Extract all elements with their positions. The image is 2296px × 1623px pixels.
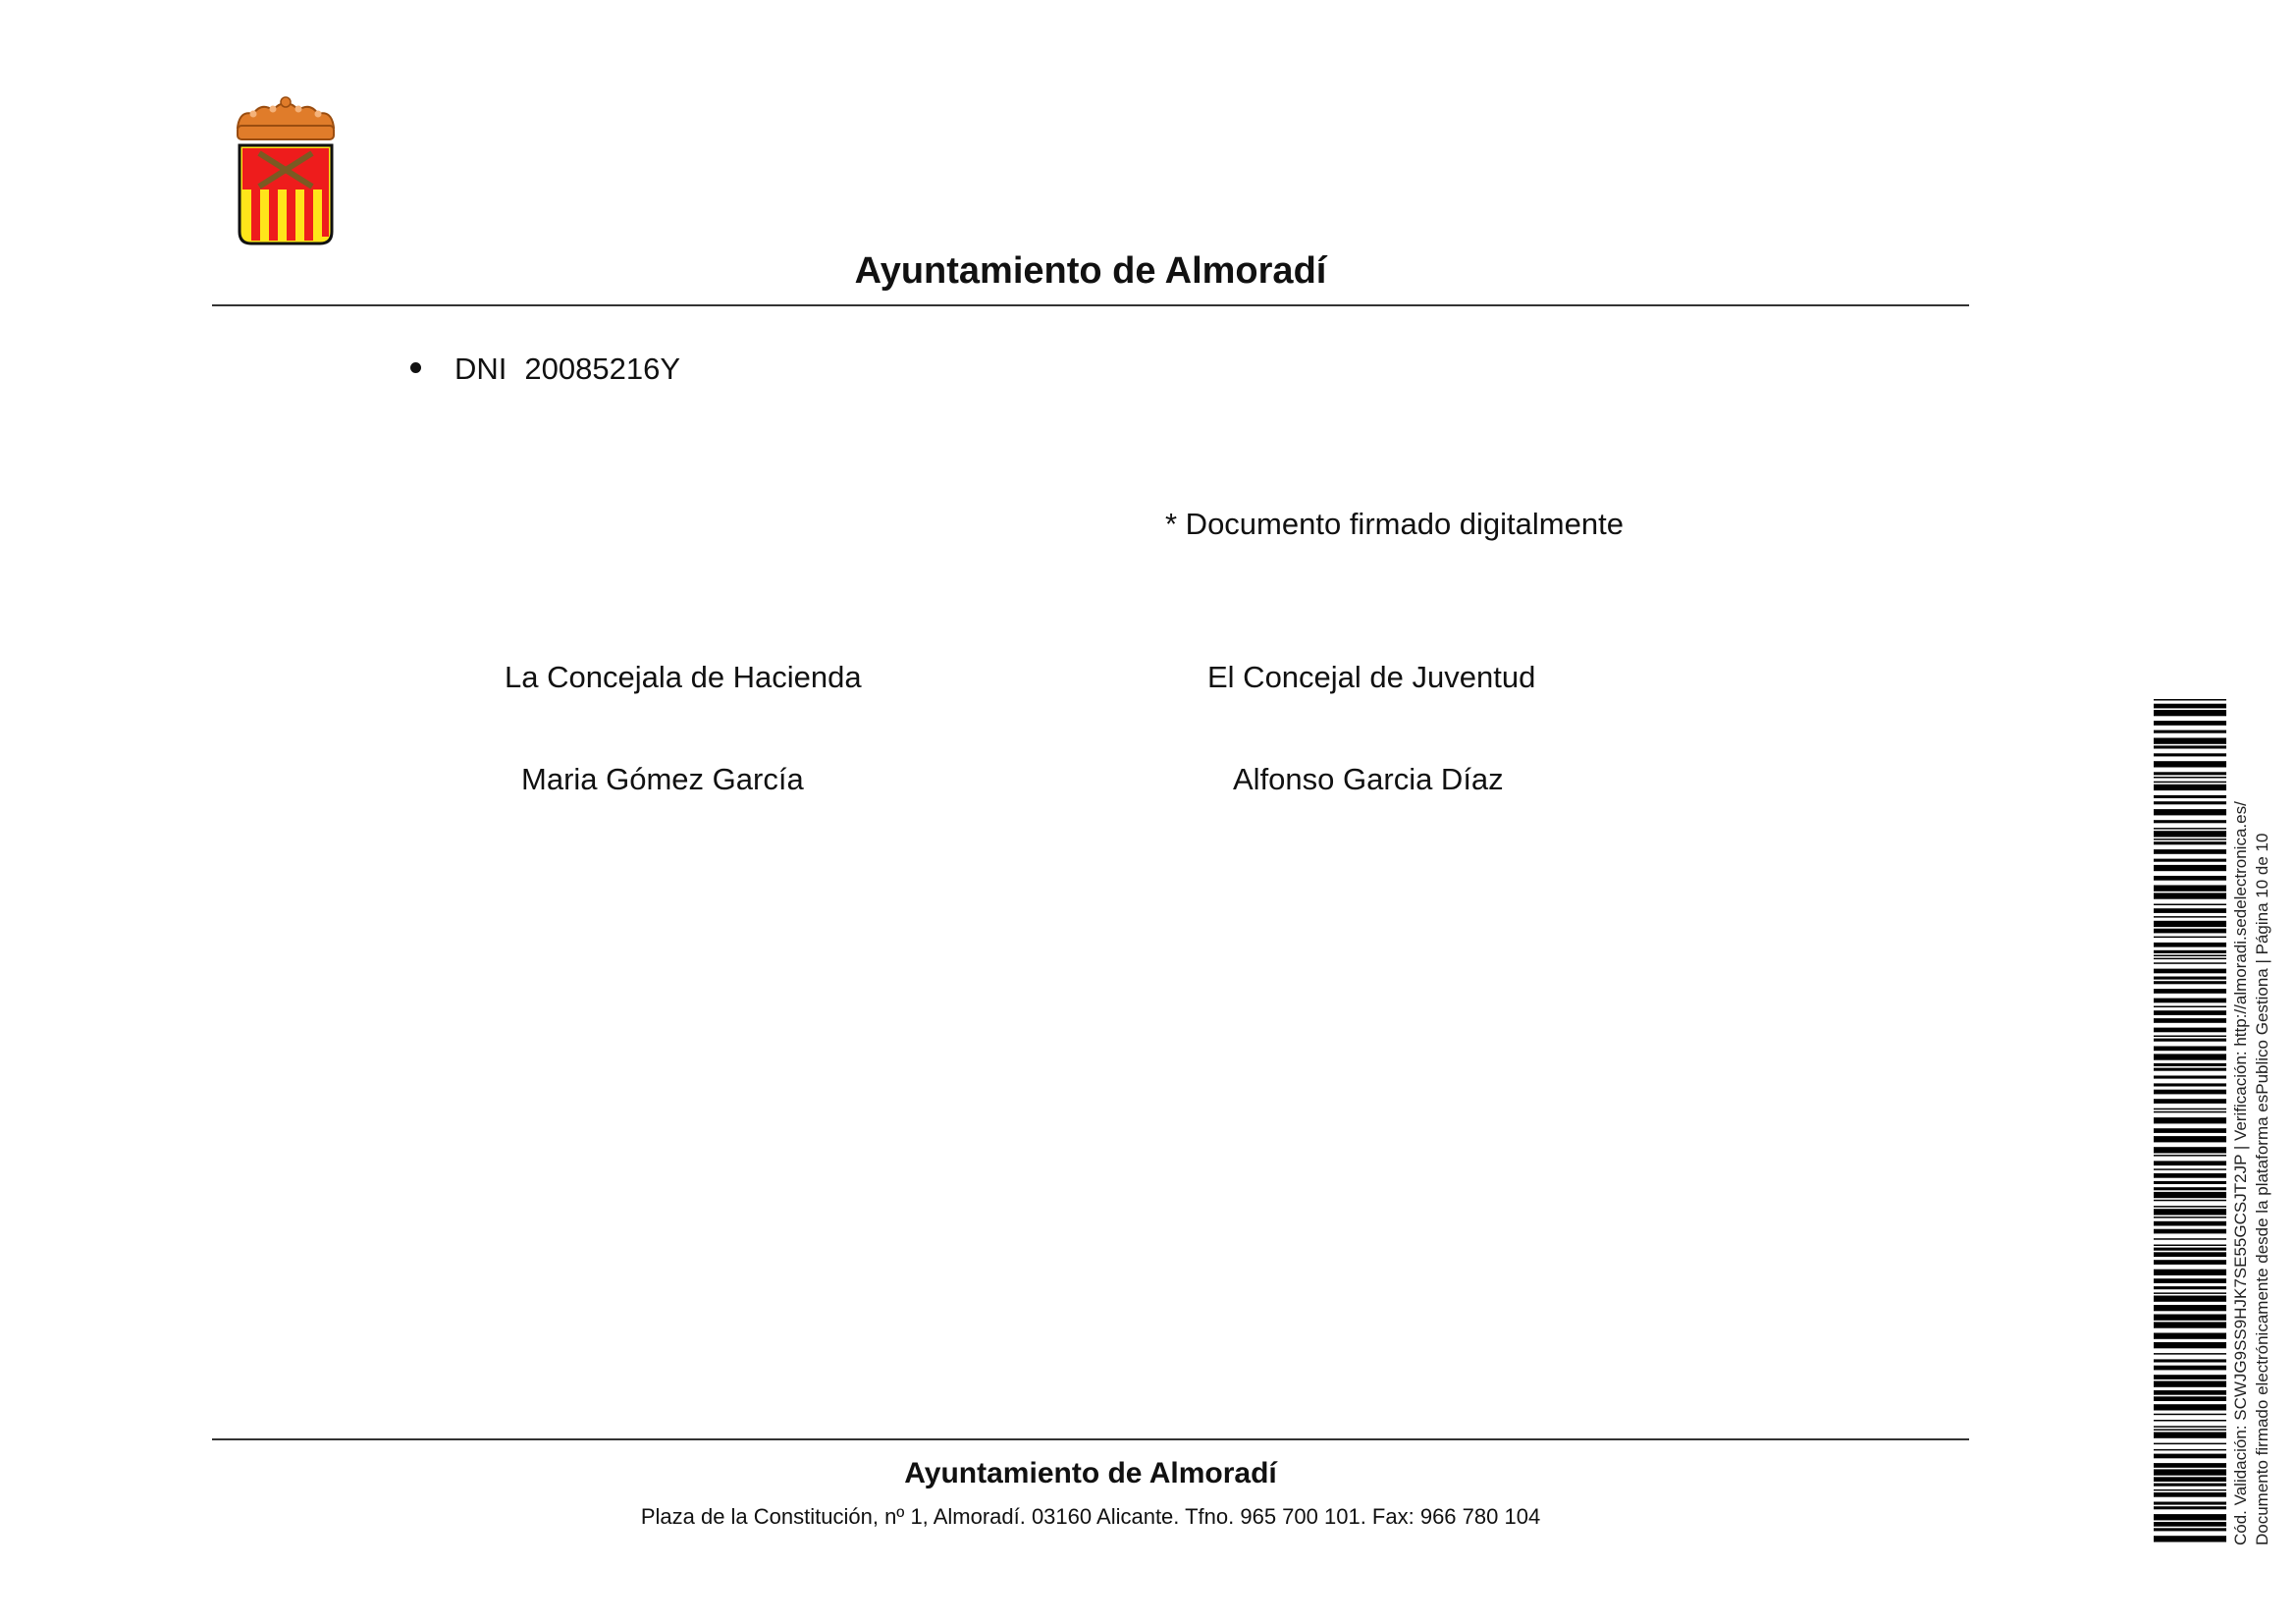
dni-value: 20085216Y	[524, 352, 680, 386]
header-title: Ayuntamiento de Almoradí	[854, 250, 1327, 292]
barcode-icon	[2154, 699, 2226, 1545]
signer-left-name: Maria Gómez García	[521, 762, 804, 796]
validation-line-1: Cód. Validación: SCWJG9SS9HJK7SE55GCSJT2JP | Verificación: http://almoradi.sedelectronica.es/	[2231, 801, 2250, 1545]
header-divider	[212, 304, 1969, 306]
signer-right-role: El Concejal de Juventud	[1207, 660, 1536, 694]
validation-line-2: Documento firmado electrónicamente desde la plataforma esPublico Gestiona | Página 10 de 10	[2253, 833, 2271, 1545]
footer-address: Plaza de la Constitución, nº 1, Almoradí. 03160 Alicante. Tfno. 965 700 101. Fax: 966 780 104	[640, 1504, 1541, 1529]
signer-right-name: Alfonso Garcia Díaz	[1233, 762, 1504, 796]
validation-text	[2230, 801, 2273, 1545]
signer-left-role: La Concejala de Hacienda	[505, 660, 862, 694]
dni-label: DNI	[454, 352, 507, 386]
footer-divider	[212, 1438, 1969, 1440]
dni-list-item	[410, 350, 680, 389]
almoradi-coat-of-arms-icon	[232, 96, 340, 249]
digital-signature-note: * Documento firmado digitalmente	[1165, 507, 1624, 541]
bullet-icon	[410, 362, 421, 373]
footer-title: Ayuntamiento de Almoradí	[904, 1457, 1277, 1489]
